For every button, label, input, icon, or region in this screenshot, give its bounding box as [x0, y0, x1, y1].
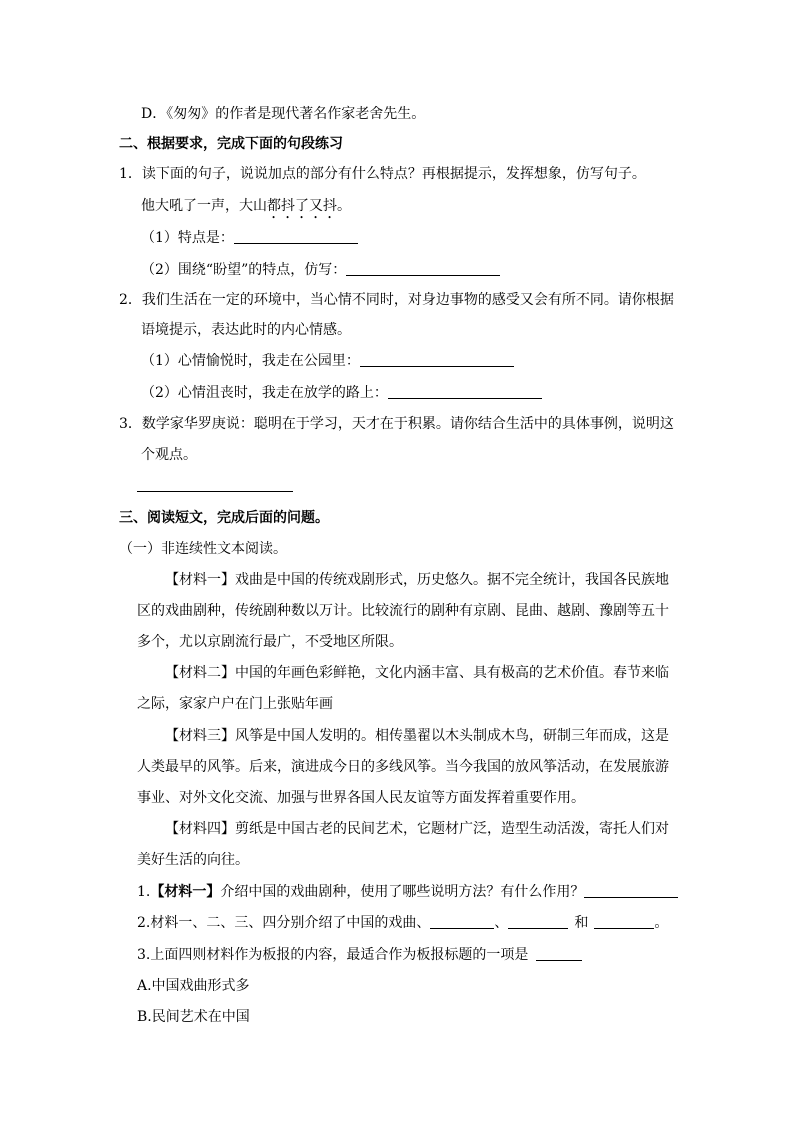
rq2-blank-1[interactable]	[430, 914, 494, 929]
section2-title: 二、根据要求，完成下面的句段练习	[119, 136, 343, 152]
material1-line1: 【材料一】戏曲是中国的传统戏剧形式，历史悠久。据不完全统计，我国各民族地	[165, 572, 669, 588]
q1-sub2-answer-blank[interactable]	[346, 261, 500, 276]
q2-prompt-line2: 语境提示，表达此时的内心情感。	[141, 322, 351, 338]
q1-sub2-label: （2）围绕“盼望”的特点，仿写：	[141, 262, 347, 278]
material3-line1: 【材料三】风筝是中国人发明的。相传墨翟以木头制成木鸟，研制三年而成，这是	[165, 728, 669, 744]
material1-line3: 多个，尤以京剧流行最广，不受地区所限。	[137, 634, 403, 650]
sub-title: （一）非连续性文本阅读。	[119, 541, 287, 557]
rq1-number: 1.	[137, 884, 151, 900]
option-d: D．《匆匆》的作者是现代著名作家老舍先生。	[141, 106, 426, 122]
q1-prompt: 1．读下面的句子，说说加点的部分有什么特点？再根据提示，发挥想象，仿写句子。	[119, 166, 646, 182]
material4-line1: 【材料四】剪纸是中国古老的民间艺术，它题材广泛，造型生动活泼，寄托人们对	[165, 821, 669, 837]
q2-sub2-answer-blank[interactable]	[388, 384, 542, 399]
rq1-label: 【材料一】	[150, 884, 221, 900]
q1-sentence-end: 。	[337, 198, 351, 214]
q2-sub1	[141, 351, 514, 371]
q2-sub1-label: （1）心情愉悦时，我走在公园里：	[141, 353, 360, 369]
q1-sub1	[141, 228, 358, 248]
material2-line1: 【材料二】中国的年画色彩鲜艳，文化内涵丰富、具有极高的艺术价值。春节来临	[165, 665, 669, 681]
rq3-text: 3.上面四则材料作为板报的内容，最适合作为板报标题的一项是	[137, 947, 529, 963]
q2-sub1-answer-blank[interactable]	[360, 352, 514, 367]
rq3-answer-blank[interactable]	[536, 946, 582, 961]
rq1-answer-blank[interactable]	[584, 883, 678, 898]
rq2-blank-3[interactable]	[594, 914, 654, 929]
rq1-text: 介绍中国的戏曲剧种，使用了哪些说明方法？有什么作用？	[220, 884, 585, 900]
q3-prompt-line1: 3．数学家华罗庚说：聪明在于学习，天才在于积累。请你结合生活中的具体事例，说明这	[119, 416, 674, 432]
rq2-separator-1: 、	[494, 915, 509, 931]
material1-line2: 区的戏曲剧种，传统剧种数以万计。比较流行的剧种有京剧、昆曲、越剧、豫剧等五十	[137, 603, 669, 619]
q1-sub1-answer-blank[interactable]	[234, 229, 358, 244]
material3-line3: 事业、对外文化交流、加强与世界各国人民友谊等方面发挥着重要作用。	[137, 790, 585, 806]
reading-question-1	[137, 882, 678, 902]
rq2-end: 。	[654, 915, 669, 931]
rq3-option-a: A.中国戏曲形式多	[137, 978, 250, 994]
material4-line2: 美好生活的向往。	[137, 852, 249, 868]
rq2-blank-2[interactable]	[508, 914, 568, 929]
section3-title: 三、阅读短文，完成后面的问题。	[119, 510, 329, 526]
q3-answer	[137, 476, 293, 496]
q2-prompt-line1: 2．我们生活在一定的环境中，当心情不同时，对身边事物的感受又会有所不同。请你根据	[119, 292, 674, 308]
material2-line2: 之际，家家户户在门上张贴年画	[137, 696, 333, 712]
rq3-option-b: B.民间艺术在中国	[137, 1009, 250, 1025]
q1-sub1-label: （1）特点是：	[141, 230, 234, 246]
q1-sentence-a: 他大吼了一声，大山	[141, 198, 267, 214]
rq2-separator-2: 和	[574, 915, 589, 931]
reading-question-3	[137, 945, 582, 965]
material3-line2: 人类最早的风筝。后来，演进成今日的多线风筝。当今我国的放风筝活动，在发展旅游	[137, 759, 669, 775]
q3-answer-blank[interactable]	[137, 477, 293, 492]
q1-sub2	[141, 260, 500, 280]
q2-sub2-label: （2）心情沮丧时，我走在放学的路上：	[141, 385, 388, 401]
q3-prompt-line2: 个观点。	[141, 447, 197, 463]
q1-sentence	[141, 196, 351, 222]
rq2-text: 2.材料一、二、三、四分别介绍了中国的戏曲、	[137, 915, 431, 931]
reading-question-2	[137, 913, 668, 933]
q1-sentence-emphasis: 都抖了又抖	[267, 198, 337, 214]
q2-sub2	[141, 383, 542, 403]
